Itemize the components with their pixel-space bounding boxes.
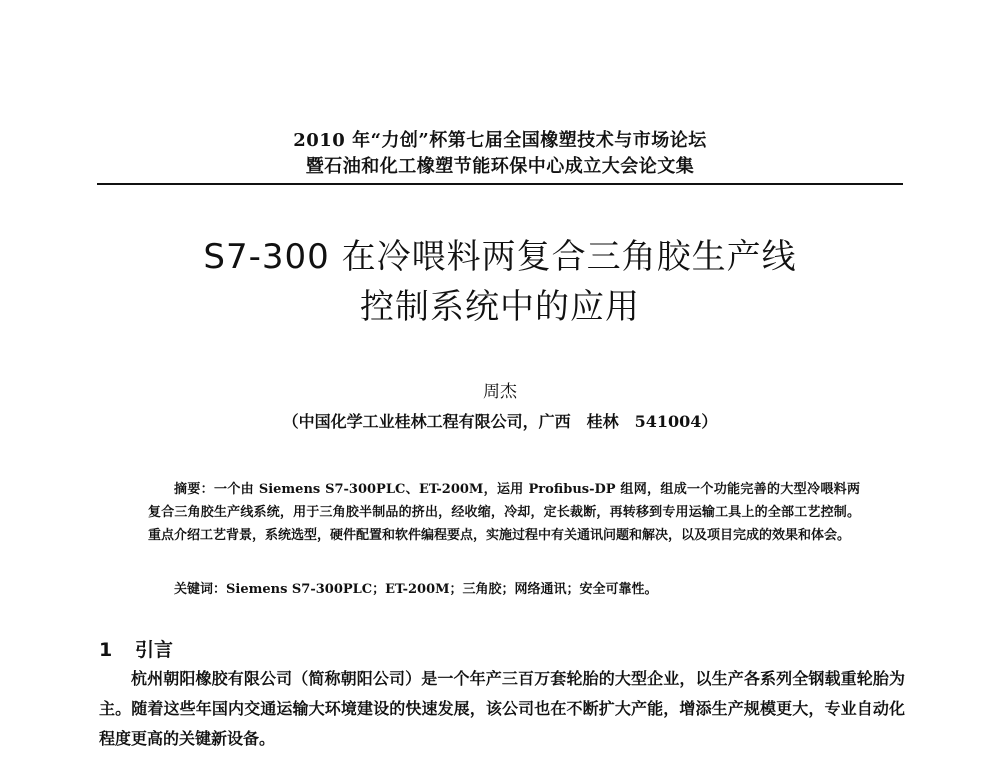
header-line-2: 暨石油和化工橡塑节能环保中心成立大会论文集 — [305, 156, 695, 177]
proceedings-header — [0, 128, 1000, 180]
paper-title — [0, 232, 1000, 332]
intro-paragraph: 杭州朝阳橡胶有限公司（简称朝阳公司）是一个年产三百万套轮胎的大型企业，以生产各系列全钢载重轮胎为主。随着这些年国内交通运输大环境建设的快速发展，该公司也在不断扩大产能，增添生产规模更大，专业自动化程度更高的关键新设备。 — [99, 669, 905, 748]
section-number: 1 — [99, 639, 113, 661]
title-line-1: S7-300 在冷喂料两复合三角胶生产线 — [203, 237, 797, 277]
header-line-1: 2010 年“力创”杯第七届全国橡塑技术与市场论坛 — [293, 130, 707, 151]
keywords: 关键词：Siemens S7-300PLC；ET-200M；三角胶；网络通讯；安全可靠性。 — [174, 582, 658, 597]
author-name: 周杰 — [483, 382, 517, 402]
header-divider — [97, 183, 903, 185]
title-line-2: 控制系统中的应用 — [360, 287, 640, 327]
abstract-text: 摘要：一个由 Siemens S7-300PLC、ET-200M，运用 Profibus-DP 组网，组成一个功能完善的大型冷喂料两复合三角胶生产线系统，用于三角胶半制品的挤出，经收缩，冷却，定长裁断，再转移到专用运输工具上的全部工艺控制。重点介绍工艺背景，系统选型，硬件配置和软件编程要点，实施过程中有关通讯问题和解决，以及项目完成的效果和体会。 — [148, 482, 860, 543]
section-heading — [99, 637, 173, 663]
abstract — [148, 478, 860, 547]
author-affiliation: （中国化学工业桂林工程有限公司，广西 桂林 541004） — [282, 412, 718, 431]
section-title: 引言 — [135, 639, 174, 661]
